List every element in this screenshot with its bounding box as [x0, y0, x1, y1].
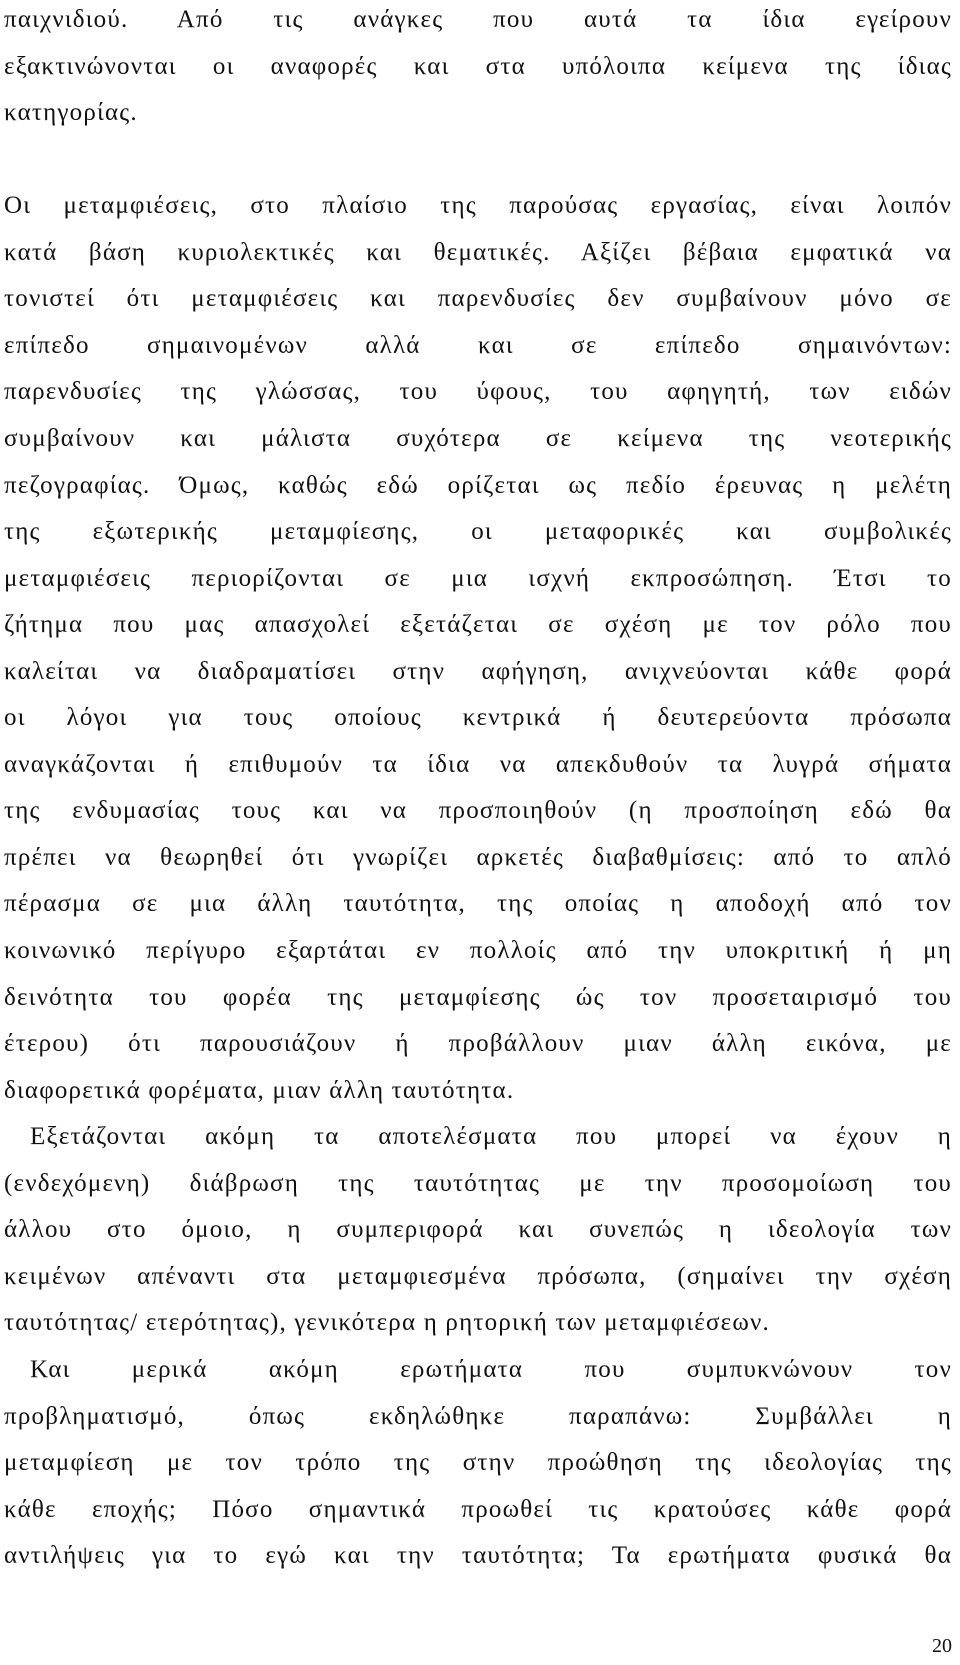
text-line: τονιστεί ότι μεταμφιέσεις και παρενδυσίες δεν συμβαίνουν μόνο σε: [4, 285, 952, 312]
text-line: της ενδυμασίας τους και να προσποιηθούν (η προσποίηση εδώ θα: [4, 797, 952, 824]
text-line: ταυτότητας/ ετερότητας), γενικότερα η ρητορική των μεταμφιέσεων.: [4, 1309, 770, 1336]
text-line: ζήτημα που μας απασχολεί εξετάζεται σε σχέση με τον ρόλο που: [4, 611, 952, 638]
text-line: επίπεδο σημαινομένων αλλά και σε επίπεδο σημαινόντων:: [4, 332, 952, 359]
text-line: Εξετάζονται ακόμη τα αποτελέσματα που μπορεί να έχουν η: [30, 1123, 952, 1150]
text-line: κάθε εποχής; Πόσο σημαντικά προωθεί τις κρατούσες κάθε φορά: [4, 1496, 952, 1523]
text-line: κατηγορίας.: [4, 99, 138, 126]
text-line: παρενδυσίες της γλώσσας, του ύφους, του αφηγητή, των ειδών: [4, 378, 952, 405]
text-line: άλλου στο όμοιο, η συμπεριφορά και συνεπώς η ιδεολογία των: [4, 1216, 952, 1243]
text-line: παιχνιδιού. Από τις ανάγκες που αυτά τα ίδια εγείρουν: [4, 6, 952, 33]
text-line: συμβαίνουν και μάλιστα συχότερα σε κείμενα της νεοτερικής: [4, 425, 952, 452]
text-line: Και μερικά ακόμη ερωτήματα που συμπυκνώνουν τον: [30, 1356, 952, 1383]
text-line: προβληματισμό, όπως εκδηλώθηκε παραπάνω: Συμβάλλει η: [4, 1403, 952, 1430]
text-line: Οι μεταμφιέσεις, στο πλαίσιο της παρούσας εργασίας, είναι λοιπόν: [4, 192, 952, 219]
text-line: αναγκάζονται ή επιθυμούν τα ίδια να απεκδυθούν τα λυγρά σήματα: [4, 751, 952, 778]
text-line: διαφορετικά φορέματα, μιαν άλλη ταυτότητα.: [4, 1077, 515, 1104]
text-line: μεταμφιέσεις περιορίζονται σε μια ισχνή εκπροσώπηση. Έτσι το: [4, 565, 952, 592]
text-line: έτερου) ότι παρουσιάζουν ή προβάλλουν μιαν άλλη εικόνα, με: [4, 1030, 952, 1057]
text-line: κοινωνικό περίγυρο εξαρτάται εν πολλοίς από την υποκριτική ή μη: [4, 937, 952, 964]
text-line: πρέπει να θεωρηθεί ότι γνωρίζει αρκετές διαβαθμίσεις: από το απλό: [4, 844, 952, 871]
text-line: πεζογραφίας. Όμως, καθώς εδώ ορίζεται ως πεδίο έρευνας η μελέτη: [4, 472, 952, 499]
text-line: (ενδεχόμενη) διάβρωση της ταυτότητας με την προσομοίωση του: [4, 1170, 952, 1197]
text-line: κειμένων απέναντι στα μεταμφιεσμένα πρόσωπα, (σημαίνει την σχέση: [4, 1263, 952, 1290]
text-line: πέρασμα σε μια άλλη ταυτότητα, της οποίας η αποδοχή από τον: [4, 890, 952, 917]
text-line: καλείται να διαδραματίσει στην αφήγηση, ανιχνεύονται κάθε φορά: [4, 658, 952, 685]
text-line: δεινότητα του φορέα της μεταμφίεσης ώς τον προσεταιρισμό του: [4, 984, 952, 1011]
text-line: μεταμφίεση με τον τρόπο της στην προώθηση της ιδεολογίας της: [4, 1449, 952, 1476]
page-number: 20: [932, 1635, 952, 1657]
text-line: της εξωτερικής μεταμφίεσης, οι μεταφορικές και συμβολικές: [4, 518, 952, 545]
text-line: κατά βάση κυριολεκτικές και θεματικές. Αξίζει βέβαια εμφατικά να: [4, 239, 952, 266]
text-line: οι λόγοι για τους οποίους κεντρικά ή δευτερεύοντα πρόσωπα: [4, 704, 952, 731]
text-line: [4, 145, 952, 175]
text-line: εξακτινώνονται οι αναφορές και στα υπόλοιπα κείμενα της ίδιας: [4, 53, 952, 80]
text-line: αντιλήψεις για το εγώ και την ταυτότητα; Τα ερωτήματα φυσικά θα: [4, 1542, 952, 1569]
